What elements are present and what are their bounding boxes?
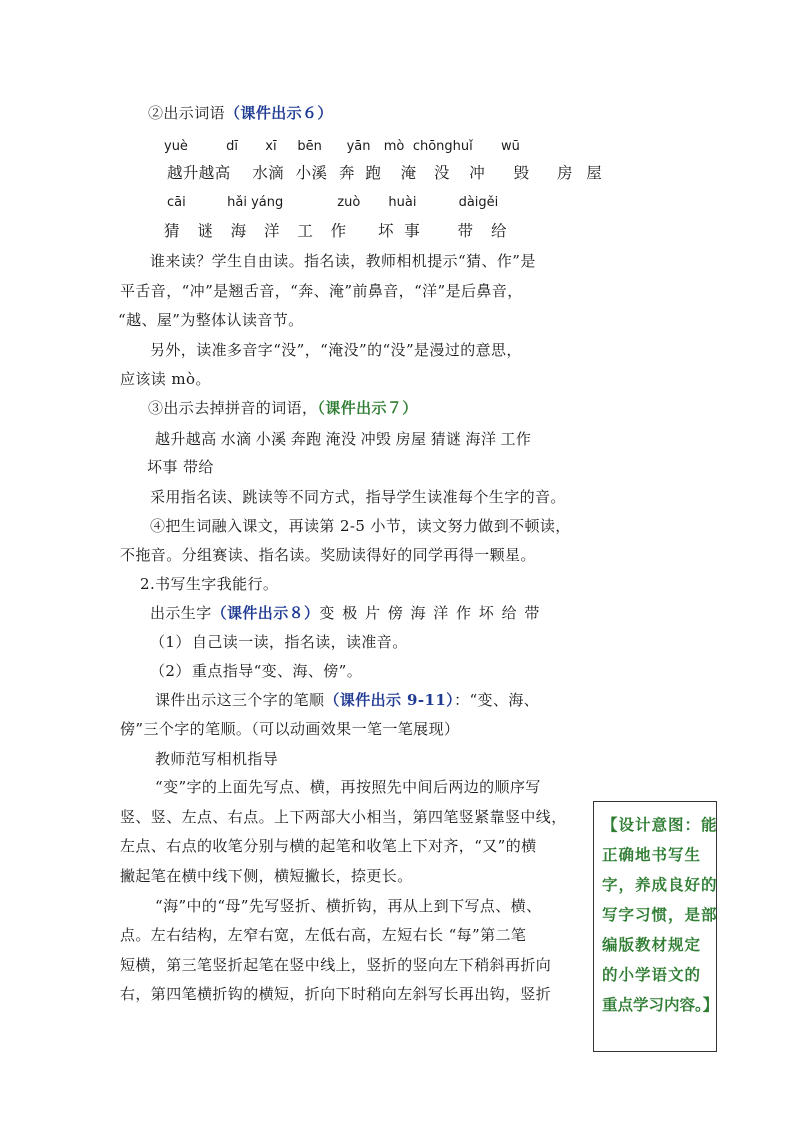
- word: 带: [457, 222, 474, 240]
- note-line: 重点学习内容。】: [602, 995, 719, 1014]
- para1-line: “越、屋”为整体认读音节。: [118, 311, 304, 329]
- word: 水滴: [252, 164, 285, 182]
- item-number: （2）: [150, 662, 191, 680]
- chars-line: [150, 603, 541, 623]
- word: 给: [490, 222, 507, 240]
- word: 跑: [365, 164, 382, 182]
- pinyin: bēn: [297, 139, 322, 154]
- pinyin: xī: [265, 139, 277, 154]
- hai-para-line: 短横，第三笔竖折起笔在竖中线上，竖折的竖向左下稍斜再折向: [120, 956, 552, 974]
- stroke-prefix: 课件出示这三个字的笔顺: [155, 691, 325, 709]
- pinyin: yān: [346, 139, 371, 154]
- pinyin: wū: [500, 139, 520, 154]
- word: 猜: [164, 222, 180, 240]
- plain-words-line: 越升越高 水滴 小溪 奔跑 淹没 冲毁 房屋 猜谜 海洋 工作: [155, 430, 532, 448]
- plain-words-line: 坏事 带给: [147, 458, 214, 476]
- pinyin: yuè: [164, 139, 188, 154]
- step2-line: [148, 103, 333, 123]
- pinyin: chōnghuǐ: [412, 139, 473, 154]
- heading-writing: 2.书写生字我能行。: [140, 575, 279, 593]
- teacher-line: 教师范写相机指导: [155, 750, 279, 768]
- word: 冲: [469, 164, 486, 182]
- courseware-tag-6: （课件出示６）: [225, 104, 333, 122]
- words-row-2: [164, 221, 507, 241]
- pinyin: mò: [383, 139, 405, 154]
- bian-para-line: “变”字的上面先写点、横，再按照先中间后两边的顺序写: [155, 778, 541, 796]
- word: 淹: [400, 164, 417, 182]
- step3-line: [148, 398, 418, 418]
- note-line: 写字习惯，是部: [602, 905, 718, 924]
- item-text: 自己读一读，指名读，读准音。: [192, 633, 408, 651]
- note-line: 编版教材规定: [602, 935, 702, 954]
- para2-line: 另外，读准多音字“没”，“淹没”的“没”是漫过的意思，: [150, 341, 522, 359]
- list-item-1: [150, 632, 408, 652]
- word: 谜: [197, 222, 214, 240]
- hai-para-line: 点。左右结构，左窄右宽，左低右高，左短右长 “每”第二笔: [120, 926, 527, 944]
- para3: 采用指名读、跳读等不同方式，指导学生读准每个生字的音。: [150, 488, 566, 506]
- word: 坏: [377, 222, 394, 240]
- para2-line: 应该读 mò。: [120, 370, 211, 388]
- word: 奔: [338, 164, 355, 182]
- note-line: 正确地书写生: [602, 845, 702, 864]
- word: 工: [297, 222, 314, 240]
- pinyin: zuò: [337, 195, 361, 210]
- word: 小溪: [295, 164, 328, 182]
- hai-para-line: “海”中的“母”先写竖折、横折钩，再从上到下写点、横、: [155, 897, 542, 915]
- chars-prefix: 出示生字: [150, 604, 212, 622]
- item-number: （1）: [150, 633, 191, 651]
- note-line: 【设计意图：能: [602, 815, 718, 834]
- word: 毁: [513, 164, 530, 182]
- word: 房: [556, 164, 573, 182]
- note-line: 字，养成良好的: [602, 875, 718, 894]
- step2-text: ②出示词语: [148, 104, 226, 122]
- list-item-2: [150, 661, 362, 681]
- pinyin: dàigěi: [458, 195, 499, 210]
- word: 越升越高: [167, 164, 231, 182]
- word: 作: [330, 222, 347, 240]
- word: 屋: [586, 164, 603, 182]
- hai-para-line: 右，第四笔横折钩的横短，折向下时稍向左斜写长再出钩，竖折: [120, 985, 552, 1003]
- stroke-suffix: ：“变、海、: [454, 691, 540, 709]
- word: 事: [404, 222, 421, 240]
- step4-line: 不拖音。分组赛读、指名读。奖励读得好的同学再得一颗星。: [120, 546, 536, 564]
- pinyin: huài: [388, 195, 417, 210]
- para1-line: 平舌音，“冲”是翘舌音，“奔、淹”前鼻音，“洋”是后鼻音，: [120, 282, 523, 300]
- item-text: 重点指导“变、海、傍”。: [192, 662, 363, 680]
- word: 洋: [263, 222, 280, 240]
- pinyin-row-1: [164, 137, 520, 157]
- pinyin: dī: [226, 139, 239, 154]
- pinyin-row-2: [167, 193, 498, 213]
- bian-para-line: 撇起笔在横中线下侧，横短撇长，捺更长。: [120, 867, 413, 885]
- step4-line: ④把生词融入课文，再读第 2-5 小节，读文努力做到不顿读，: [150, 517, 571, 535]
- courseware-tag-8: （课件出示８）: [211, 604, 320, 622]
- design-intent-note: [593, 801, 717, 1052]
- stroke-para-line: [155, 690, 539, 710]
- word: 没: [433, 164, 450, 182]
- words-row-1: [167, 163, 602, 183]
- pinyin: hǎi yáng: [227, 195, 284, 210]
- stroke-para-line: 傍”三个字的笔顺。（可以动画效果一笔一笔展现）: [120, 720, 460, 738]
- step3-text: ③出示去掉拼音的词语，: [148, 399, 318, 417]
- word: 海: [230, 222, 247, 240]
- note-line: 的小学语文的: [602, 965, 702, 984]
- para1-line: 谁来读？学生自由读。指名读，教师相机提示“猜、作”是: [150, 252, 536, 270]
- bian-para-line: 竖、竖、左点、右点。上下两部大小相当，第四笔竖紧靠竖中线，: [120, 808, 567, 826]
- courseware-tag-7: （课件出示７）: [317, 399, 418, 417]
- pinyin: cāi: [167, 195, 186, 210]
- new-chars: 变 极 片 傍 海 洋 作 坏 给 带: [319, 604, 541, 622]
- courseware-tag-9-11: （课件出示 9-11）: [324, 691, 455, 709]
- bian-para-line: 左点、右点的收笔分别与横的起笔和收笔上下对齐，“又”的横: [120, 837, 537, 855]
